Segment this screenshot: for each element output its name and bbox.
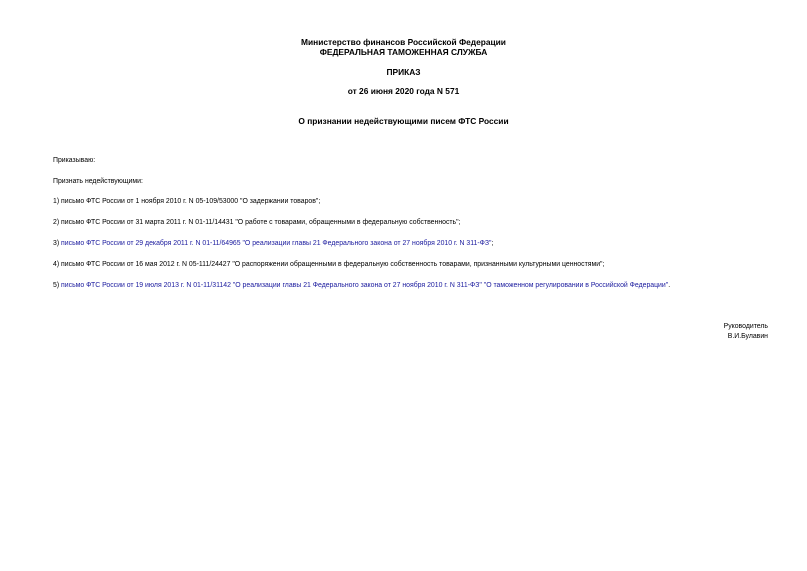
ministry-name: Министерство финансов Российской Федерации xyxy=(301,37,506,47)
letter-link-5[interactable]: письмо ФТС России от 19 июля 2013 г. N 01-11/31142 "О реализации главы 21 Федерального закона от 27 ноября 2010 г. N 311-ФЗ" "О таможенном регулировании в Российской Федерации" xyxy=(61,282,669,289)
document-type: ПРИКАЗ xyxy=(386,67,421,77)
list-item-2: 2) письмо ФТС России от 31 марта 2011 г. N 01-11/14431 "О работе с товарами, обращенными в федеральную собственность"; xyxy=(53,219,461,226)
list-item-3 xyxy=(53,239,493,248)
list-item-5-suffix: . xyxy=(668,282,671,289)
list-item-4: 4) письмо ФТС России от 16 мая 2012 г. N 05-111/24427 "О распоряжении обращенными в федеральную собственность товарами, признанными культурными ценностями"; xyxy=(53,261,605,268)
order-word: Приказываю: xyxy=(53,157,96,164)
signer-position: Руководитель xyxy=(723,323,768,330)
service-name: ФЕДЕРАЛЬНАЯ ТАМОЖЕННАЯ СЛУЖБА xyxy=(319,47,488,57)
document-date-number: от 26 июня 2020 года N 571 xyxy=(347,86,460,96)
list-item-3-suffix: ; xyxy=(491,240,494,247)
document-title: О признании недействующими писем ФТС России xyxy=(298,116,509,126)
signer-name: В.И.Булавин xyxy=(727,333,768,340)
list-item-5-prefix: 5) xyxy=(53,282,62,289)
list-item-1: 1) письмо ФТС России от 1 ноября 2010 г. N 05-109/53000 "О задержании товаров"; xyxy=(53,198,321,205)
list-item-3-prefix: 3) xyxy=(53,240,62,247)
recognize-line: Признать недействующими: xyxy=(53,178,143,185)
list-item-5 xyxy=(53,281,670,290)
letter-link-3[interactable]: письмо ФТС России от 29 декабря 2011 г. N 01-11/64965 "О реализации главы 21 Федерального закона от 27 ноября 2010 г. N 311-ФЗ" xyxy=(61,240,492,247)
